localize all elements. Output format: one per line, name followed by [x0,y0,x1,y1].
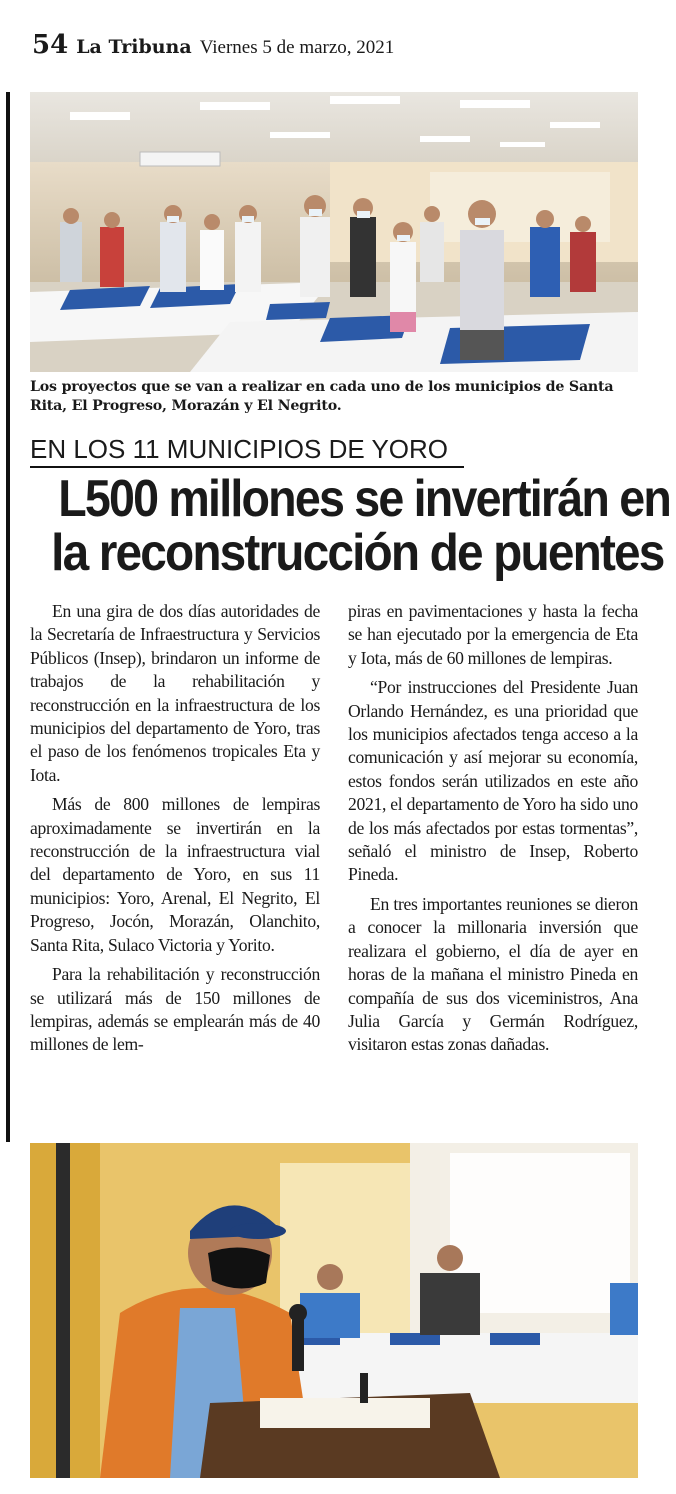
article-column-left [30,600,320,1063]
headline-line-2: la reconstrucción de puentes [51,524,664,582]
paragraph-5: En tres importantes reuniones se dieron a conocer la millonaria inversión que realizara el gobierno, el día de ayer en horas de la mañana el ministro Pineda en compañía de sus dos viceministros, Ana Julia García y Germán Rodríguez, visitaron estas zonas dañadas. [348,893,638,1055]
page-header [32,30,652,64]
paragraph-4: “Por instrucciones del Presidente Juan Orlando Hernández, es una prioridad que los municipios afectados tenga acceso a la comunicación y así mejorar su economía, estos fondos serán utilizados en este año 2021, el departamento de Yoro ha sido uno de los más afectados por estas tormentas”, señaló el ministro de Insep, Roberto Pineda. [348,677,638,885]
left-margin-rule [6,92,10,1142]
headline-line-1: L500 millones se invertirán en [58,470,671,528]
article-column-right [348,600,638,1063]
meeting-room-illustration [30,92,638,372]
publication-date: Viernes 5 de marzo, 2021 [199,37,395,58]
paragraph-2: Más de 800 millones de lempiras aproximadamente se invertirán en la reconstrucción de la infraestructura vial del departamento de Yoro, en sus 11 municipios: Yoro, Arenal, El Negrito, El Progreso, Jocón, Morazán, Olanchito, Santa Rita, Sulaco Victoria y Yorito. [30,794,320,955]
photo-caption: Los proyectos que se van a realizar en cada uno de los municipios de Santa Rita, El Progreso, Morazán y El Negrito. [30,379,614,414]
paragraph-1: En una gira de dos días autoridades de la Secretaría de Infraestructura y Servicios Públicos (Insep), brindaron un informe de trabajos de la rehabilitación y reconstrucción en la infraestructura de los municipios del departamento de Yoro, tras el paso de los fenómenos tropicales Eta y Iota. [30,601,320,785]
section-kicker: EN LOS 11 MUNICIPIOS DE YORO [30,433,464,468]
page-number: 54 [32,30,69,60]
officials-meeting-room-photo [30,92,638,372]
paragraph-3-continued: piras en pavimentaciones y hasta la fecha se han ejecutado por la emergencia de Eta y Iota, más de 60 millones de lempiras. [348,601,638,668]
publication-name: La Tribuna [76,36,192,58]
headline [26,470,671,582]
minister-speaking-at-podium-photo [30,1143,638,1478]
paragraph-3-start: Para la rehabilitación y reconstrucción se utilizará más de 150 millones de lempiras, además se emplearán más de 40 millones de lem- [30,964,320,1055]
podium-speaker-illustration [30,1143,638,1478]
